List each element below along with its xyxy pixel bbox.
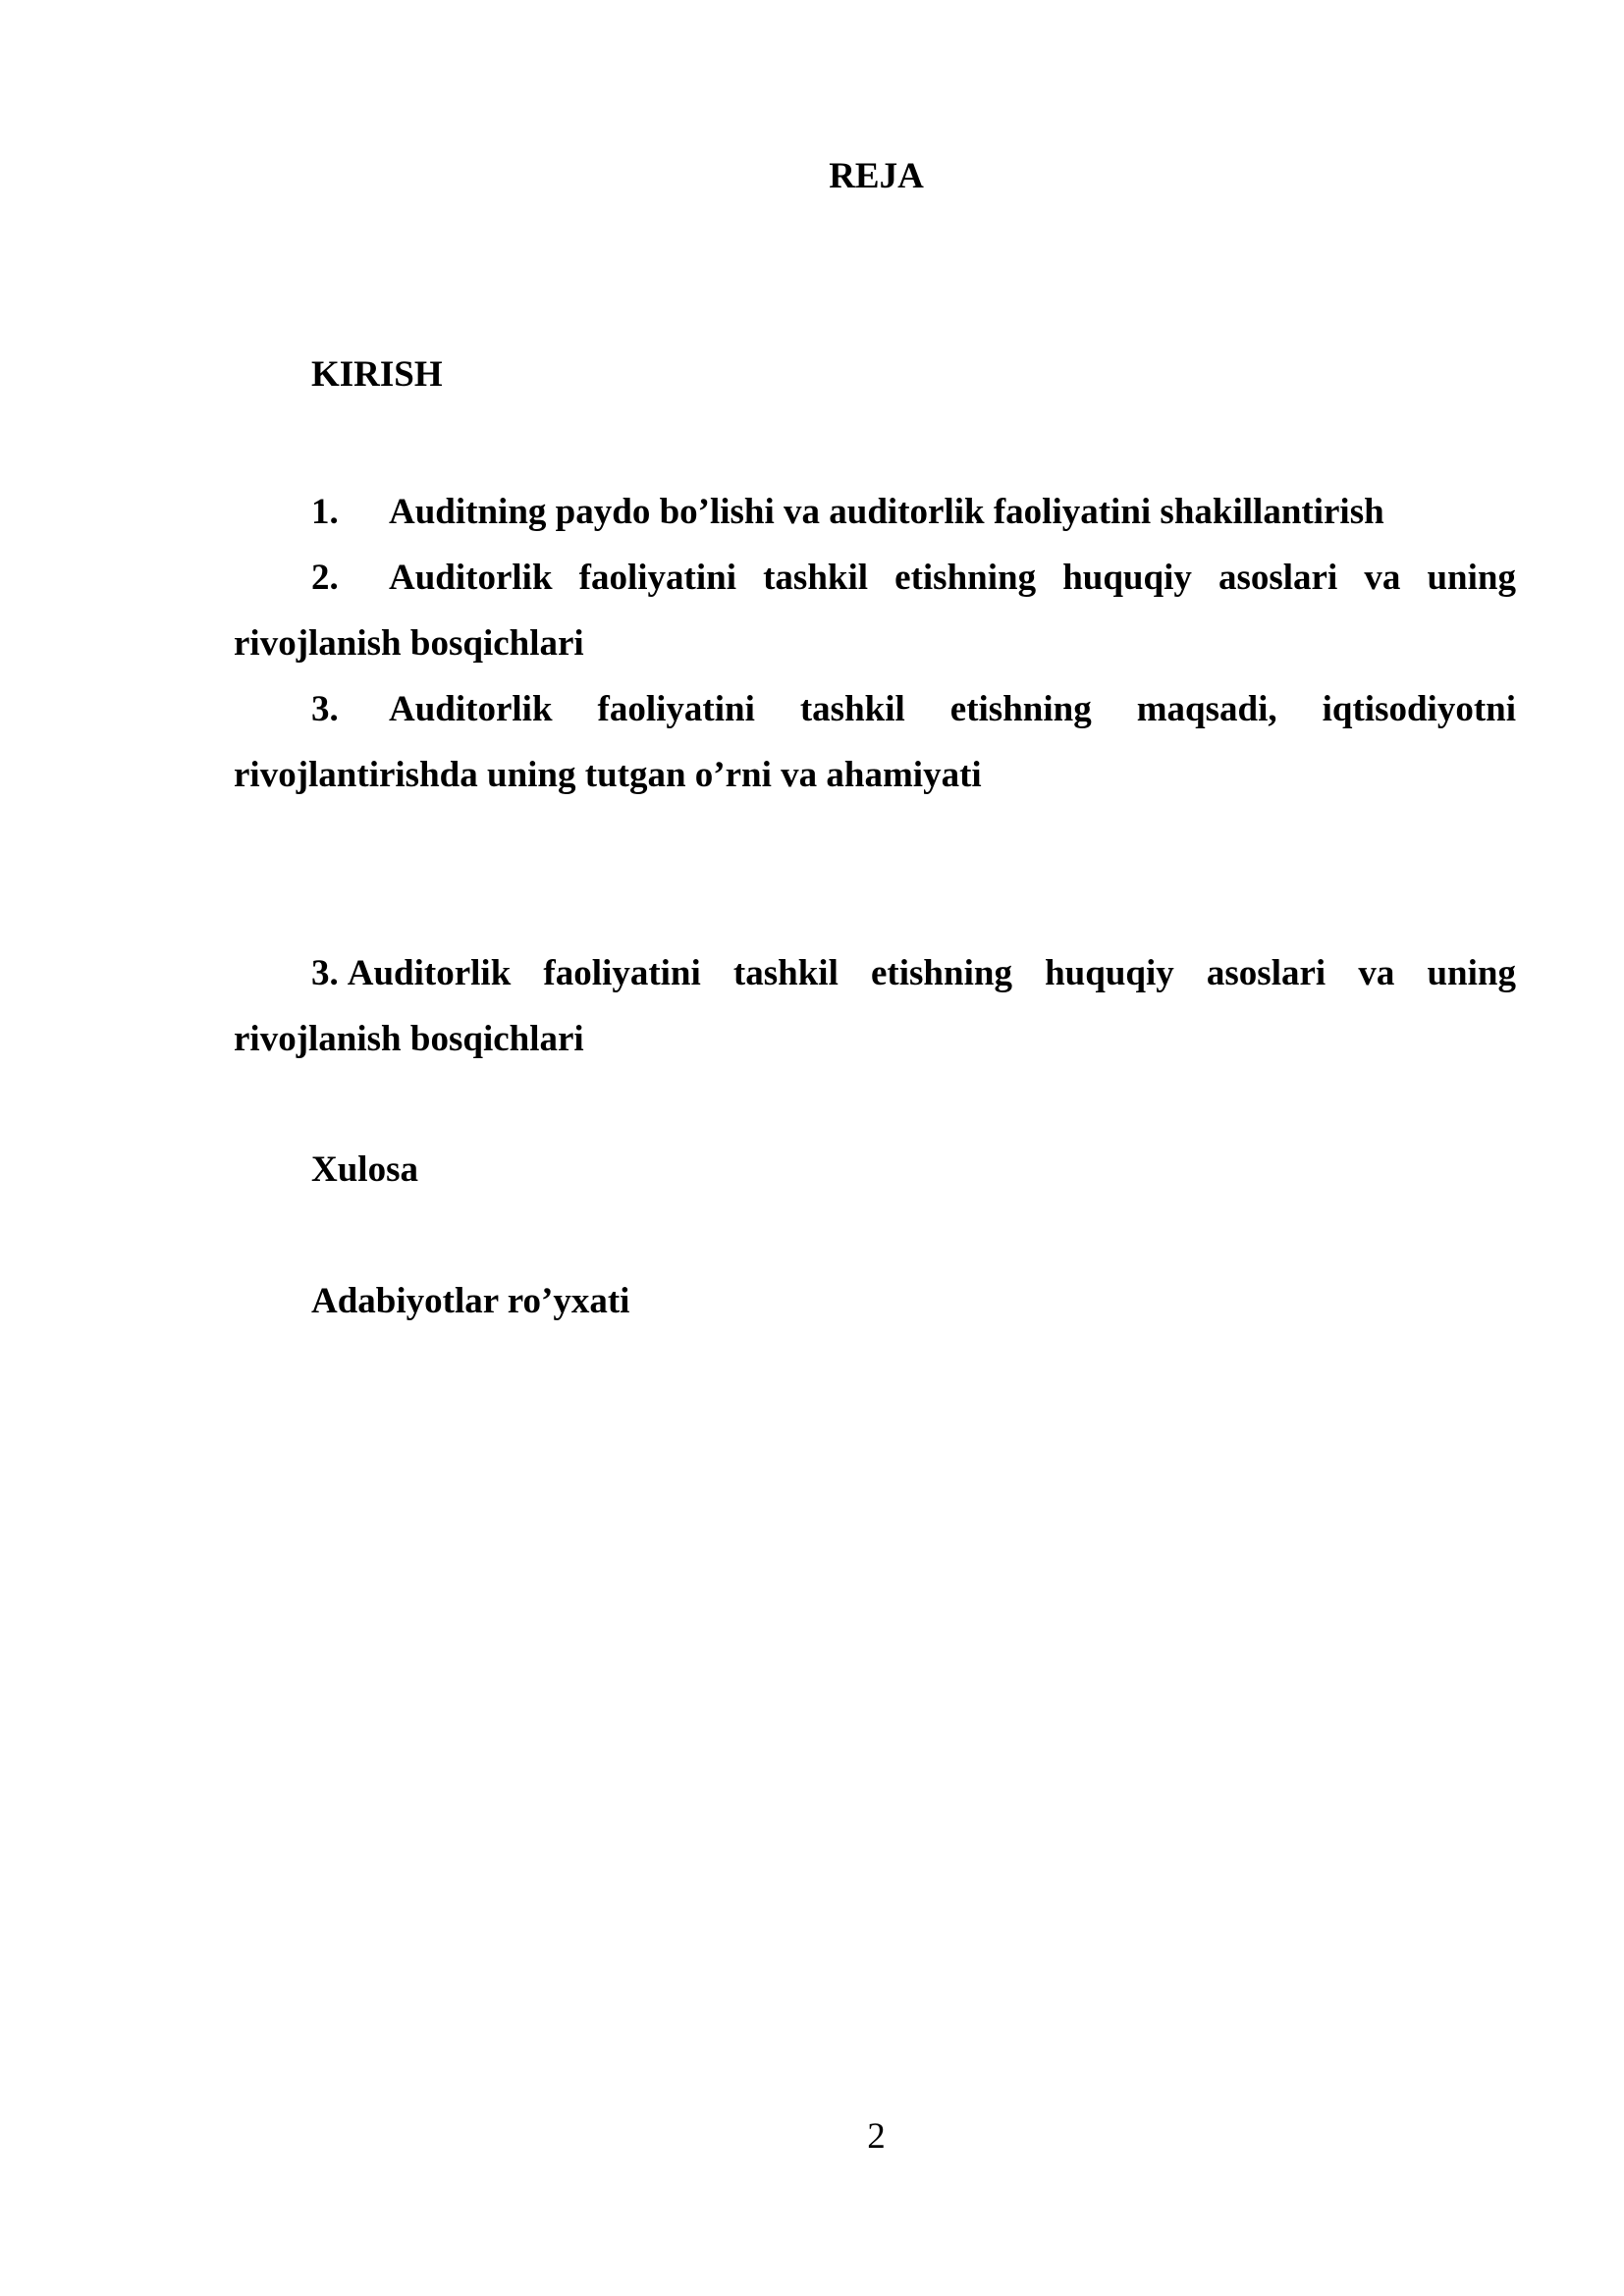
plan-item-text: Auditning paydo bo’lishi va auditorlik faoliyatini shakillantirish xyxy=(389,492,1384,532)
plan-item-number: 2. xyxy=(311,558,339,598)
plan-item xyxy=(234,545,1516,676)
plan-item xyxy=(234,676,1516,808)
conclusion-heading: Xulosa xyxy=(311,1149,418,1190)
extra-plan-item-number: 3. xyxy=(311,953,339,993)
references-heading: Adabiyotlar ro’yxati xyxy=(311,1281,630,1321)
plan-item-text: Auditorlik faoliyatini tashkil etishning huquqiy asoslari va uning rivojlanish bosqichlari xyxy=(234,558,1516,664)
plan-item-number: 3. xyxy=(311,689,339,729)
page-number: 2 xyxy=(867,2116,886,2157)
plan-item xyxy=(234,479,1516,545)
plan-item-text: Auditorlik faoliyatini tashkil etishning maqsadi, iqtisodiyotni rivojlantirishda uning tutgan o’rni va ahamiyati xyxy=(234,689,1516,795)
page-title: REJA xyxy=(829,156,924,196)
plan-item-number: 1. xyxy=(311,492,339,532)
intro-heading: KIRISH xyxy=(311,354,443,395)
extra-plan-item xyxy=(234,940,1516,1072)
extra-plan-item-text: Auditorlik faoliyatini tashkil etishning huquqiy asoslari va uning rivojlanish bosqichlari xyxy=(234,953,1516,1059)
